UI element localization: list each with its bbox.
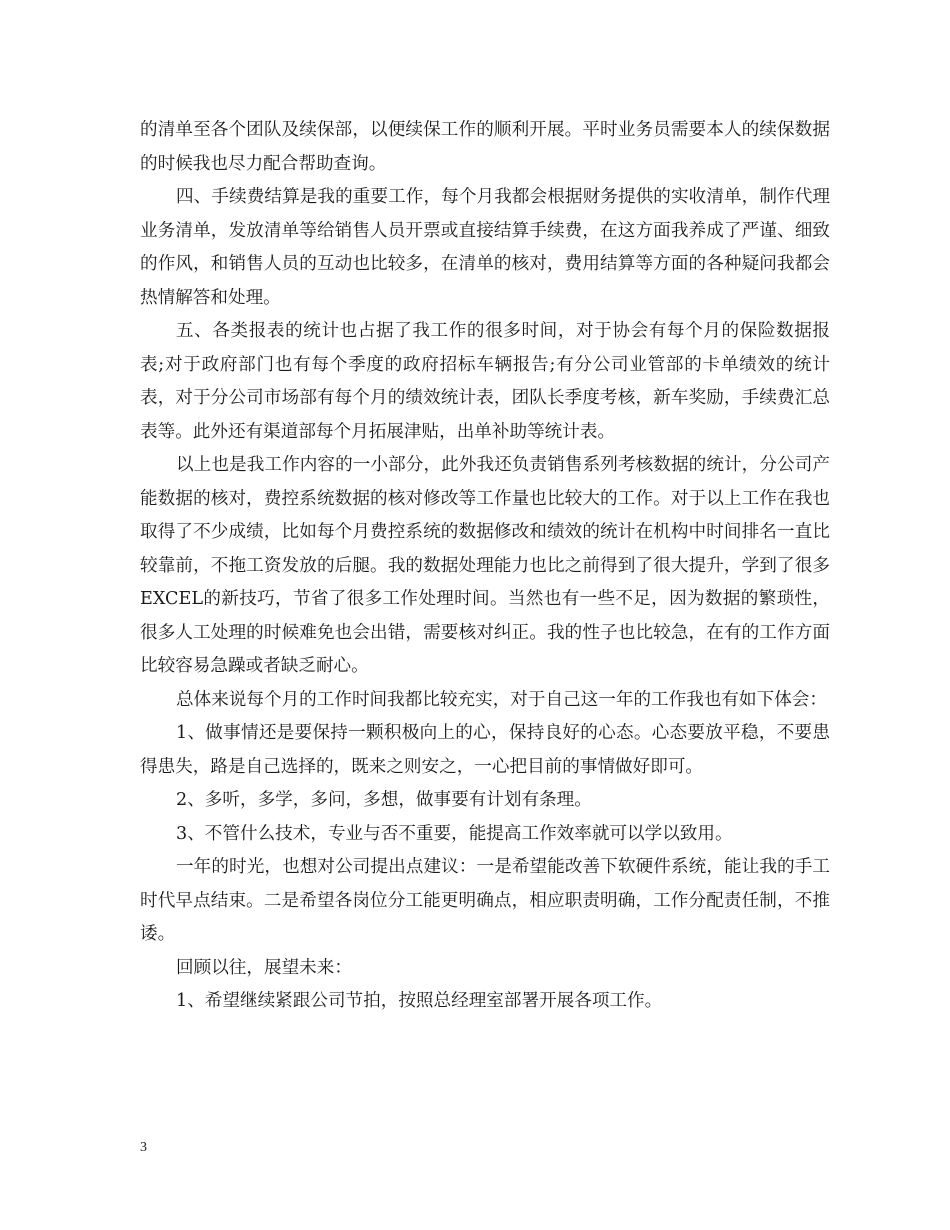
document-body <box>140 114 830 1019</box>
paragraph-insight-1: 1、做事情还是要保持一颗积极向上的心，保持良好的心态。心态要放平稳，不要患得患失，路是自己选择的，既来之则安之，一心把目前的事情做好即可。 <box>140 723 830 777</box>
page-number: 3 <box>140 1140 147 1155</box>
paragraph-work-summary: 以上也是我工作内容的一小部分，此外我还负责销售系列考核数据的统计，分公司产能数据的核对，费控系统数据的核对修改等工作量也比较大的工作。对于以上工作在我也取得了不少成绩，比如每个月费控系统的数据修改和绩效的统计在机构中时间排名一直比较靠前，不拖工资发放的后腿。我的数据处理能力也比之前得到了很大提升，学到了很多EXCEL的新技巧，节省了很多工作处理时间。当然也有一些不足，因为数据的繁琐性，很多人工处理的时候难免也会出错，需要核对纠正。我的性子也比较急，在有的工作方面比较容易急躁或者缺乏耐心。 <box>140 455 830 676</box>
paragraph-review-outlook: 回顾以往，展望未来： <box>176 957 352 978</box>
paragraph-insight-3: 3、不管什么技术，专业与否不重要，能提高工作效率就可以学以致用。 <box>176 823 733 844</box>
paragraph-report-statistics: 五、各类报表的统计也占据了我工作的很多时间，对于协会有每个月的保险数据报表;对于政府部门也有每个季度的政府招标车辆报告;有分公司业管部的卡单绩效的统计表，对于分公司市场部有每个月的绩效统计表，团队长季度考核，新车奖励，手续费汇总表等。此外还有渠道部每个月拓展津贴，出单补助等统计表。 <box>140 321 830 442</box>
paragraph-continued-renewal: 的清单至各个团队及续保部，以便续保工作的顺利开展。平时业务员需要本人的续保数据的时候我也尽力配合帮助查询。 <box>140 120 830 174</box>
paragraph-plan-1: 1、希望继续紧跟公司节拍，按照总经理室部署开展各项工作。 <box>176 991 663 1011</box>
paragraph-insight-2: 2、多听，多学，多问，多想，做事要有计划有条理。 <box>176 790 592 810</box>
paragraph-commission-settlement: 四、手续费结算是我的重要工作，每个月我都会根据财务提供的实收清单，制作代理业务清单，发放清单等给销售人员开票或直接结算手续费，在这方面我养成了严谨、细致的作风，和销售人员的互动也比较多，在清单的核对，费用结算等方面的各种疑问我都会热情解答和处理。 <box>140 187 830 308</box>
paragraph-suggestions: 一年的时光，也想对公司提出点建议：一是希望能改善下软硬件系统，能让我的手工时代早点结束。二是希望各岗位分工能更明确点，相应职责明确，工作分配责任制，不推诿。 <box>140 857 830 944</box>
paragraph-overall-reflection: 总体来说每个月的工作时间我都比较充实，对于自己这一年的工作我也有如下体会： <box>176 689 827 710</box>
